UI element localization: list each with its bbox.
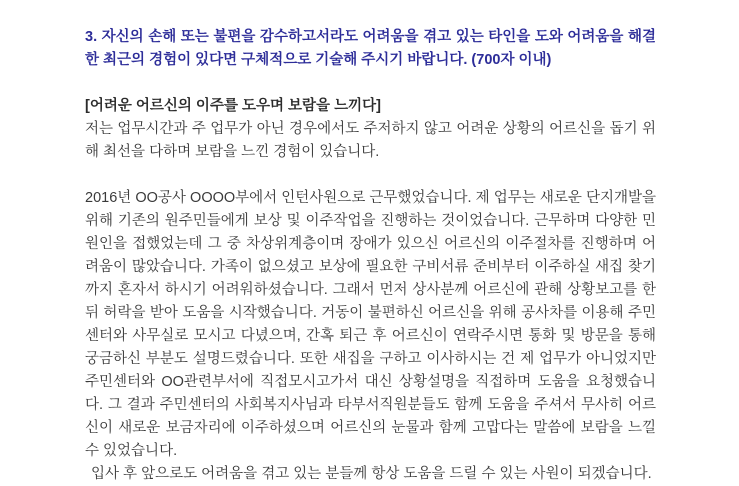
question-heading: 3. 자신의 손해 또는 불편을 감수하고서라도 어려움을 겪고 있는 타인을 도와 어려움을 해결한 최근의 경험이 있다면 구체적으로 기술해 주시기 바랍니다. (700자 이내) — [85, 29, 656, 68]
essay-text-block — [85, 26, 656, 486]
closing-paragraph: 입사 후 앞으로도 어려움을 겪고 있는 분들께 항상 도움을 드릴 수 있는 사원이 되겠습니다. — [91, 466, 652, 482]
blank-line — [85, 72, 656, 95]
blank-line — [85, 164, 656, 187]
essay-title: [어려운 어르신의 이주를 도우며 보람을 느끼다] — [85, 98, 381, 114]
intro-paragraph: 저는 업무시간과 주 업무가 아닌 경우에서도 주저하지 않고 어려운 상황의 어르신을 돕기 위해 최선을 다하며 보람을 느낀 경험이 있습니다. — [85, 121, 656, 160]
experience-paragraph: 2016년 OO공사 OOOO부에서 인턴사원으로 근무했었습니다. 제 업무는 새로운 단지개발을 위해 기존의 원주민들에게 보상 및 이주작업을 진행하는 것이었습니다. 근무하며 다양한 민원인을 접했었는데 그 중 차상위계층이며 장애가 있으신 어르신의 이주절차를 진행하며 어려움이 많았습니다. 가족이 없으셨고 보상에 필요한 구비서류 준비부터 이주하실 새집 찾기까지 혼자서 하시기 어려워하셨습니다. 그래서 먼저 상사분께 어르신에 관해 상황보고를 한 뒤 허락을 받아 도움을 시작했습니다. 거동이 불편하신 어르신을 위해 공사차를 이용해 주민센터와 사무실로 모시고 다녔으며, 간혹 퇴근 후 어르신이 연락주시면 통화 및 방문을 통해 궁금하신 부분도 설명드렸습니다. 또한 새집을 구하고 이사하시는 건 제 업무가 아니었지만 주민센터와 OO관련부서에 직접모시고가서 대신 상황설명을 직접하며 도움을 요청했습니다. 그 결과 주민센터의 사회복지사님과 타부서직원분들도 함께 도움을 주셔서 무사히 어르신이 새로운 보금자리에 이주하셨으며 어르신의 눈물과 함께 고맙다는 말씀에 보람을 느낄 수 있었습니다. — [85, 190, 656, 459]
